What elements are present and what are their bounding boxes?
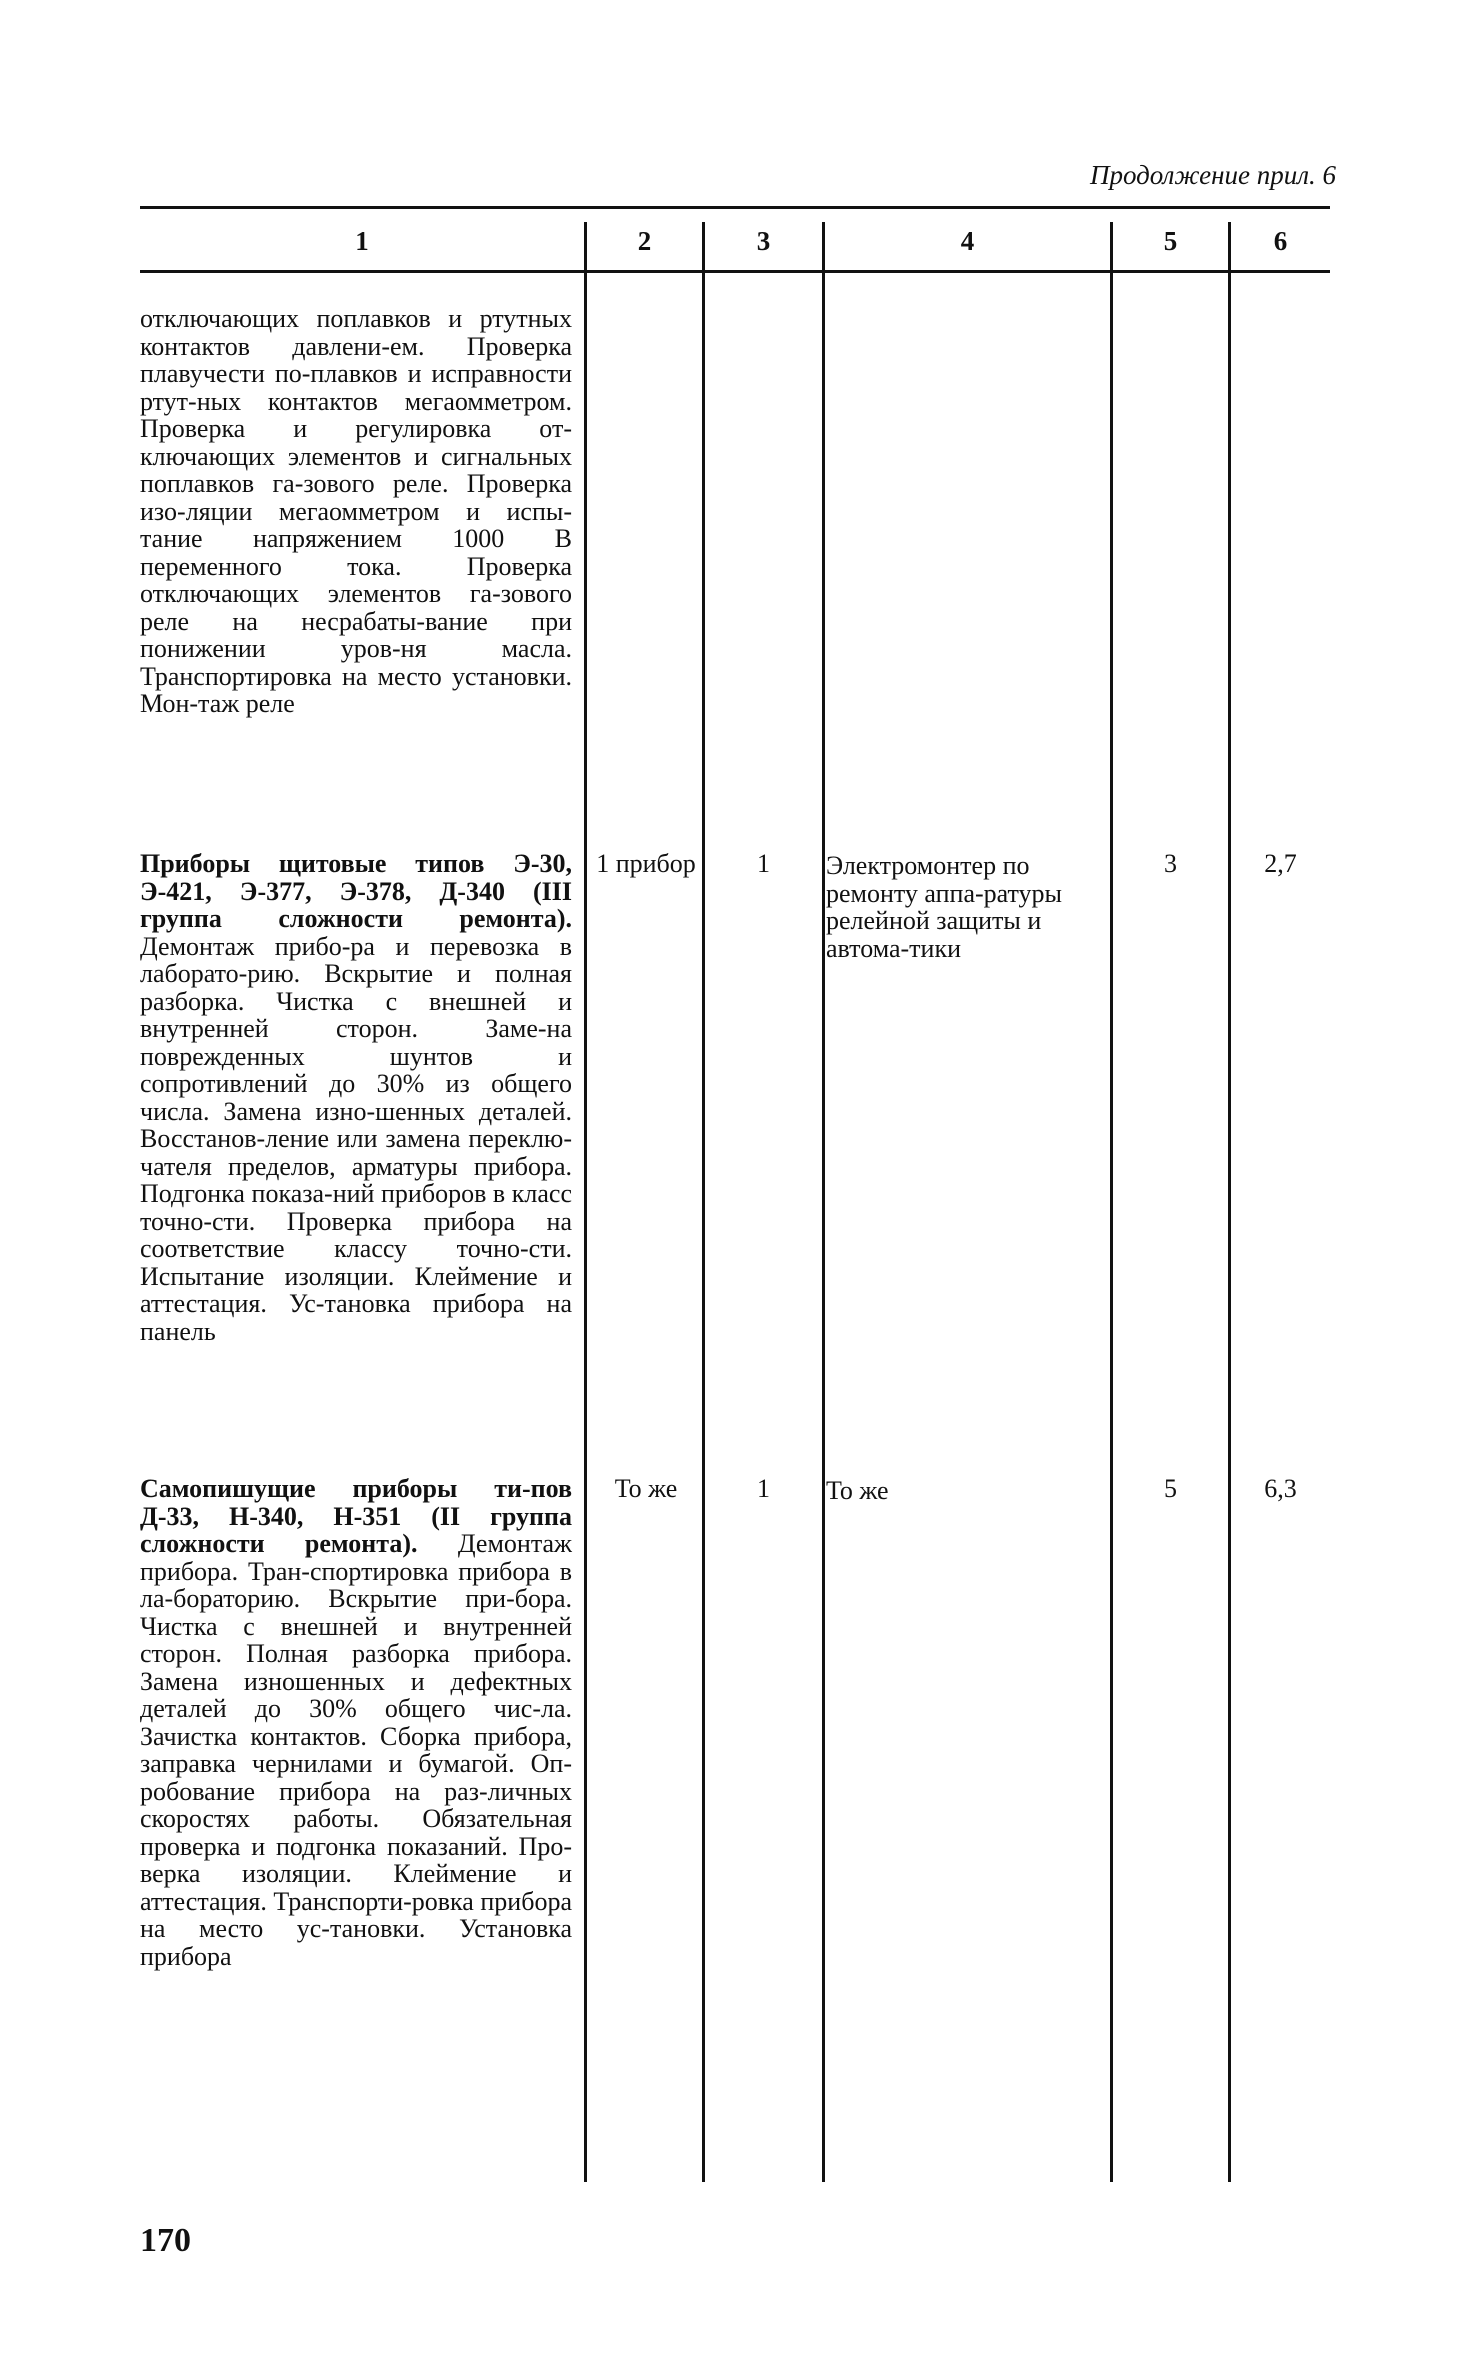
table-row [140,850,572,1345]
quantity-cell: 1 [757,1474,770,1503]
norm-cell: 6,3 [1264,1474,1297,1503]
column-divider [822,222,825,2182]
table-top-rule [140,206,1330,209]
column-divider [1110,222,1113,2182]
quantity-cell: 1 [757,849,770,878]
unit-cell: То же [614,1474,678,1503]
column-divider [1228,222,1231,2182]
continuation-note: Продолжение прил. 6 [1089,160,1336,190]
norm-cell: 2,7 [1264,849,1297,878]
row-description: Демонтаж прибора. Тран-спортировка прибора в ла-бораторию. Вскрытие при-бора. Чистка с внешней и внутренней сторон. Полная разборка прибора. Замена изношенных и дефектных деталей до 30% общего чис-ла. Зачистка контактов. Сборка прибора, заправка чернилами и бумагой. Оп-робование прибора на раз-личных скоростях работы. Обязательная проверка и подгонка показаний. Про-верка изоляции. Клеймение и аттестация. Транспорти-ровка прибора на место ус-тановки. Установка прибора [140,1529,573,1971]
grade-cell: 5 [1164,1474,1177,1503]
column-header-3: 3 [756,226,771,256]
table-row [140,305,572,718]
column-header-6: 6 [1273,226,1288,256]
column-header-4: 4 [960,226,975,256]
row-title: Приборы щитовые типов Э-30, Э-421, Э-377, Э-378, Д-340 (III группа сложности ремонта). [140,849,572,933]
column-divider [702,222,705,2182]
column-divider [584,222,587,2182]
table-row [140,1475,572,1970]
row-description: Демонтаж прибо-ра и перевозка в лаборато-рию. Вскрытие и полная разборка. Чистка с внешней и внутренней сторон. Заме-на поврежденных шунтов и сопротивлений до 30% из общего числа. Замена изно-шенных деталей. Восстанов-ление или замена переклю-чателя пределов, арматуры прибора. Подгонка показа-ний приборов в класс точно-сти. Проверка прибора на соответствие классу точно-сти. Испытание изоляции. Клеймение и аттестация. Ус-тановка прибора на панель [140,931,572,1346]
column-header-5: 5 [1163,226,1178,256]
worker-cell: То же [826,1476,889,1505]
row-title: Самопишущие приборы ти-пов Д-33, Н-340, Н-351 (II группа сложности ремонта). [140,1474,572,1558]
grade-cell: 3 [1164,849,1177,878]
row-description: отключающих поплавков и ртутных контактов давлени-ем. Проверка плавучести по-плавков и исправности ртут-ных контактов мегаомметром. Проверка и регулировка от-ключающих элементов и сигнальных поплавков га-зового реле. Проверка изо-ляции мегаомметром и испы-тание напряжением 1000 В переменного тока. Проверка отключающих элементов га-зового реле на несрабаты-вание при понижении уров-ня масла. Транспортировка на место установки. Мон-таж реле [140,304,572,718]
unit-cell: 1 прибор [596,849,696,878]
column-header-1: 1 [355,226,369,256]
table-header-rule [140,270,1330,273]
worker-cell: Электромонтер по ремонту аппа-ратуры релейной защиты и автома-тики [826,851,1063,963]
page-number: 170 [140,2222,191,2259]
column-header-2: 2 [637,226,652,256]
